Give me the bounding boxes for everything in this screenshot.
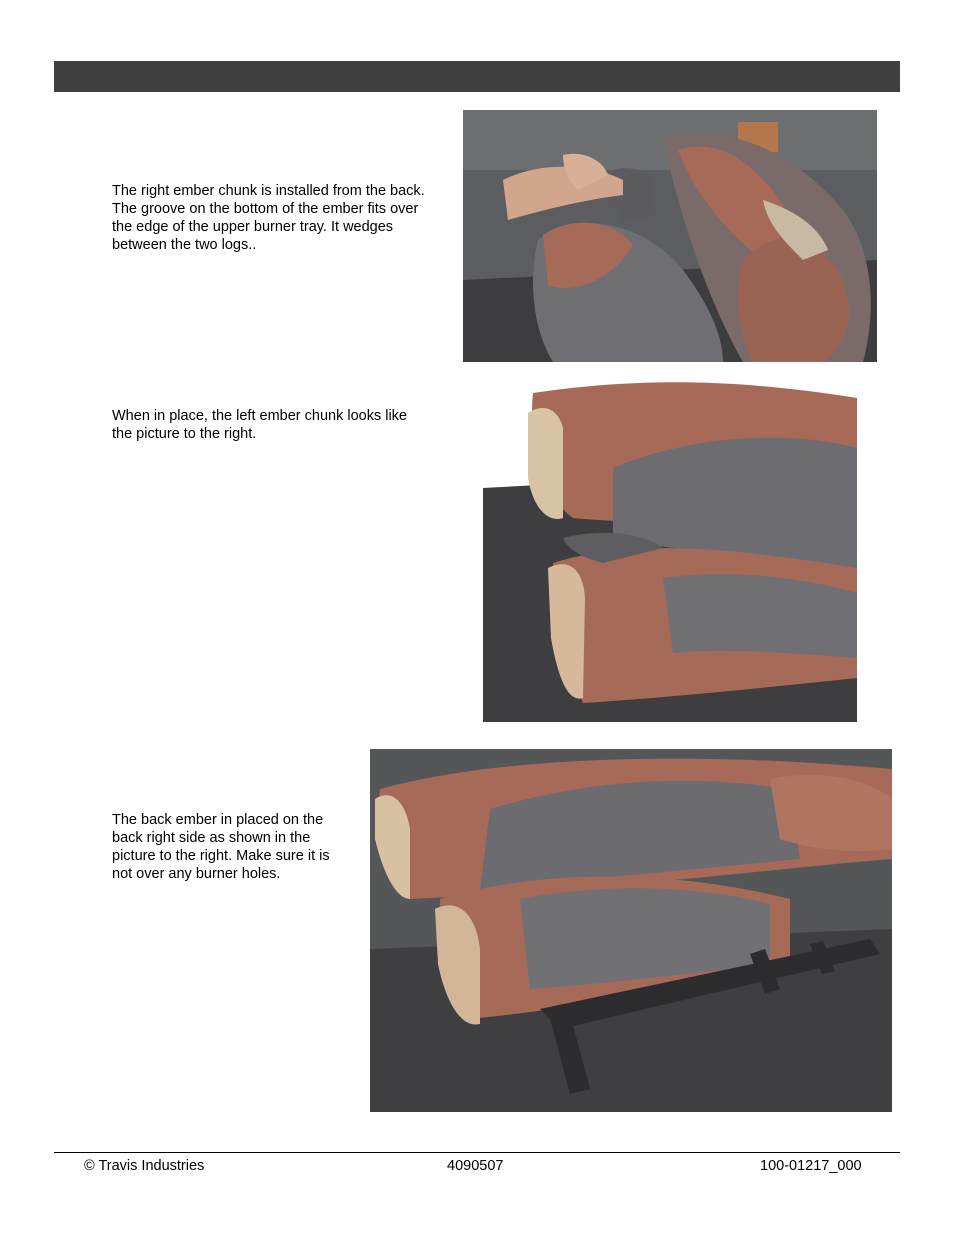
footer-document-code: 4090507 <box>447 1158 504 1174</box>
footer-copyright: © Travis Industries <box>84 1158 205 1174</box>
footer-rule <box>54 1152 900 1153</box>
footer-part-number: 100-01217_000 <box>760 1158 862 1174</box>
section-header-bar <box>54 61 900 92</box>
photo-right-ember-install <box>463 110 877 362</box>
photo-left-ember-placed <box>483 378 857 722</box>
step-3-text: The back ember in placed on the back right side as shown in the picture to the right. Make sure it is not over any burner holes. <box>112 812 330 882</box>
step-2-text: When in place, the left ember chunk looks like the picture to the right. <box>112 408 407 442</box>
photo-back-ember-placed <box>370 749 892 1112</box>
step-1-text: The right ember chunk is installed from the back. The groove on the bottom of the ember fits over the edge of the upper burner tray. It wedges between the two logs.. <box>112 183 425 253</box>
